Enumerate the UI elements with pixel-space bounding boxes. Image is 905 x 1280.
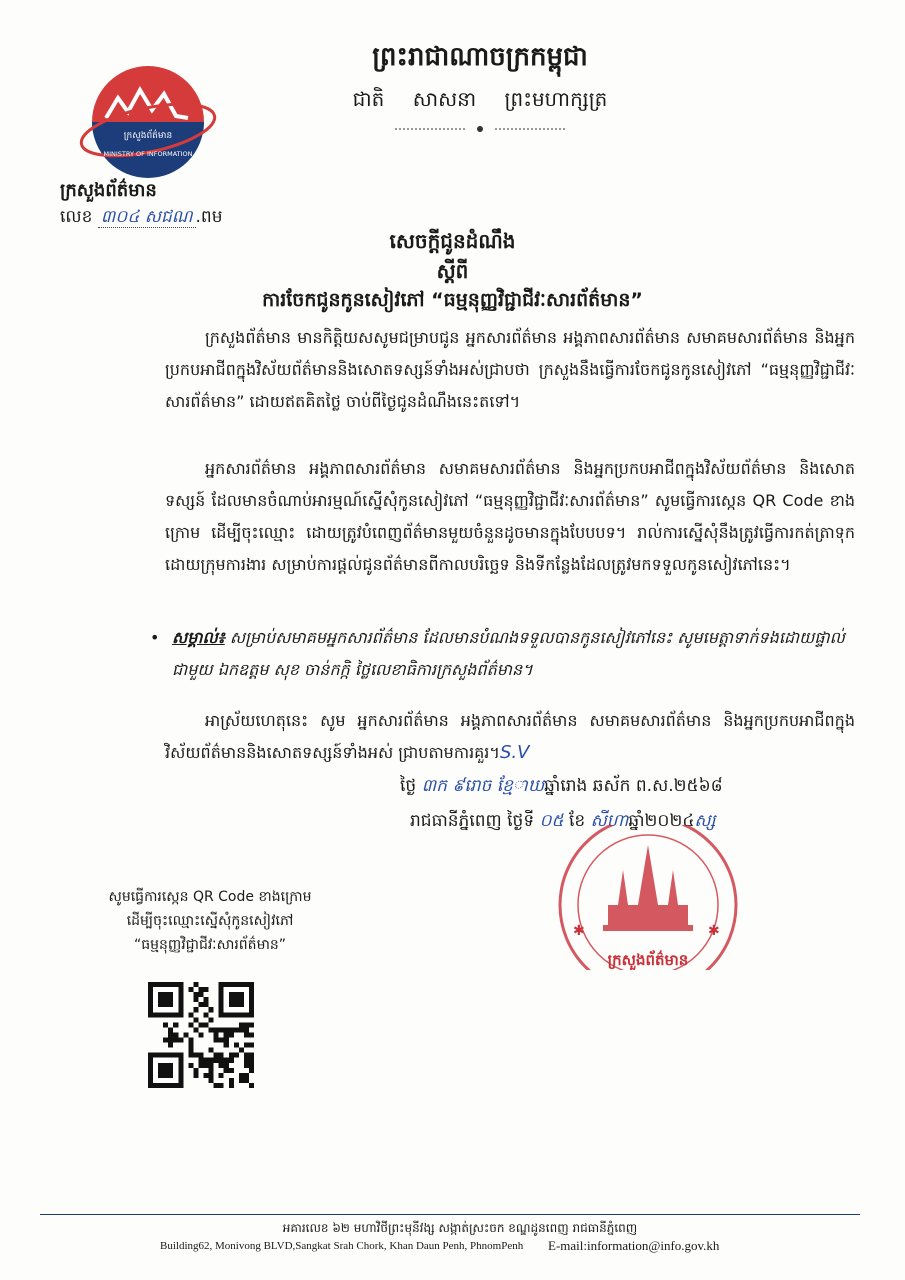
lunar-date-suffix: ឆ្នាំរោង ឆស័ក ព.ស.២៥៦៨ bbox=[544, 776, 723, 796]
notice-title: សេចក្តីជូនដំណឹង bbox=[389, 229, 516, 253]
lunar-date-prefix: ថ្ងៃ bbox=[400, 776, 417, 796]
kingdom-heading: ព្រះរាជាណាចក្រកម្ពុជា bbox=[372, 42, 588, 72]
logo-text-km: ក្រសួងព័ត៌មាន bbox=[123, 131, 173, 141]
ministry-name: ក្រសួងព័ត៌មាន bbox=[60, 180, 157, 201]
paragraph-2 bbox=[165, 453, 855, 581]
ref-prefix: លេខ bbox=[60, 207, 93, 227]
paragraph-2-text: អ្នកសារព័ត៌មាន អង្គភាពសារព័ត៌មាន សមាគមសារព័ត៌មាន និងអ្នកប្រកបអាជីពក្នុងវិស័យព័ត៌មាន និងសោតទស្សន៍ ដែលមានចំណាប់អារម្មណ៍ស្នើសុំកូនសៀវភៅ “ធម្មនុញ្ញវិជ្ជាជីវៈសារព័ត៌មាន” សូមធ្វើការស្កេន QR Code ខាងក្រោម ដើម្បីចុះឈ្មោះ ដោយត្រូវបំពេញព័ត៌មានមួយចំនួនដូចមានក្នុងបែបបទ។ រាល់ការស្នើសុំនឹងត្រូវធ្វើការកត់ត្រាទុកដោយក្រុមការងារ សម្រាប់ការផ្តល់ជូនព័ត៌មានពីកាលបរិច្ឆេទ និងទីកន្លែងដែលត្រូវមកទទួលកូនសៀវភៅនេះ។ bbox=[165, 459, 855, 574]
note-text: សម្រាប់សមាគមអ្នកសារព័ត៌មាន ដែលមានបំណងទទួលបានកូនសៀវភៅនេះ សូមមេត្តាទាក់ទងដោយផ្ទាល់ជាមួយ ឯកឧត្តម សុខ ចាន់កក្កិ ថ្លៃលេខាធិការក្រសួងព័ត៌មាន។ bbox=[172, 628, 845, 679]
stamp-star-left: ✱ bbox=[573, 923, 585, 939]
reference-number bbox=[60, 206, 223, 231]
official-stamp bbox=[548, 825, 748, 970]
bullet-icon: • bbox=[150, 628, 160, 647]
stamp-text: ក្រសួងព័ត៌មាន bbox=[607, 951, 689, 969]
qr-code[interactable] bbox=[148, 982, 254, 1088]
paragraph-1-text: ក្រសួងព័ត៌មាន មានកិត្តិយសសូមជម្រាបជូន អ្នកសារព័ត៌មាន អង្គភាពសារព័ត៌មាន សមាគមសារព័ត៌មាន និងអ្នកប្រកបអាជីពក្នុងវិស័យព័ត៌មាននិងសោតទស្សន៍ទាំងអស់ជ្រាបថា ក្រសួងនឹងធ្វើការចែកជូនកូនសៀវភៅ “ធម្មនុញ្ញវិជ្ជាជីវៈសារព័ត៌មាន” ដោយឥតគិតថ្លៃ ចាប់ពីថ្ងៃជូនដំណឹងនេះតទៅ។ bbox=[165, 328, 855, 411]
notice-subject: ការចែកជូនកូនសៀវភៅ “ធម្មនុញ្ញវិជ្ជាជីវៈសារព័ត៌មាន” bbox=[262, 289, 643, 311]
footer-email: E-mail:information@info.gov.kh bbox=[548, 1238, 720, 1253]
solar-month-handwritten: សីហា bbox=[590, 811, 629, 831]
notice-subject-label: ស្តីពី bbox=[436, 259, 469, 283]
lunar-date bbox=[400, 775, 860, 800]
solar-month-label: ខែ bbox=[569, 811, 586, 831]
footer-address-en: Building62, Monivong BLVD,Sangkat Srah Chork, Khan Daun Penh, PhnomPenh bbox=[160, 1240, 524, 1252]
paragraph-closing-text: អាស្រ័យហេតុនេះ សូម អ្នកសារព័ត៌មាន អង្គភាពសារព័ត៌មាន សមាគមសារព័ត៌មាន និងអ្នកប្រកបអាជីពក្នុងវិស័យព័ត៌មាននិងសោតទស្សន៍ទាំងអស់ ជ្រាបតាមការគួរ។ bbox=[165, 711, 855, 762]
qr-instruction-line-3: “ធម្មនុញ្ញវិជ្ជាជីវៈសារព័ត៌មាន” bbox=[133, 937, 287, 953]
note-label: សម្គាល់៖ bbox=[172, 628, 225, 647]
stamp-star-right: ✱ bbox=[708, 923, 720, 939]
qr-instruction-line-2: ដើម្បីចុះឈ្មោះស្នើសុំកូនសៀវភៅ bbox=[126, 913, 294, 929]
handwritten-initials: S.V bbox=[499, 742, 530, 763]
paragraph-closing bbox=[165, 705, 855, 769]
footer-address-km: អគារលេខ ៦២ មហាវិថីព្រះមុនីវង្ស សង្កាត់ស្រះចក ខណ្ឌដូនពេញ រាជធានីភ្នំពេញ bbox=[282, 1221, 638, 1235]
ref-suffix: .ពម bbox=[195, 207, 223, 227]
logo-text-en: MINISTRY OF INFORMATION bbox=[103, 150, 193, 158]
ref-number-handwritten: ៣០៤ សជណ bbox=[98, 207, 196, 228]
solar-day-handwritten: ០៥ bbox=[539, 811, 564, 831]
lunar-date-handwritten: ៣ក ៩រោច ខែ្មាឃ bbox=[421, 776, 545, 796]
solar-date-prefix: រាជធានីភ្នំពេញ ថ្ងៃទី bbox=[410, 811, 535, 831]
qr-instruction-line-1: សូមធ្វើការស្កេន QR Code ខាងក្រោម bbox=[108, 889, 312, 905]
solar-year-handwritten: ស្ស bbox=[694, 811, 716, 831]
qr-instructions bbox=[80, 885, 340, 957]
national-motto: ជាតិ សាសនា ព្រះមហាក្សត្រ bbox=[352, 87, 608, 111]
solar-year: ឆ្នាំ២០២៤ bbox=[628, 811, 695, 831]
footer-divider bbox=[40, 1214, 860, 1215]
ornament-divider bbox=[395, 124, 565, 134]
paragraph-1 bbox=[165, 322, 855, 418]
